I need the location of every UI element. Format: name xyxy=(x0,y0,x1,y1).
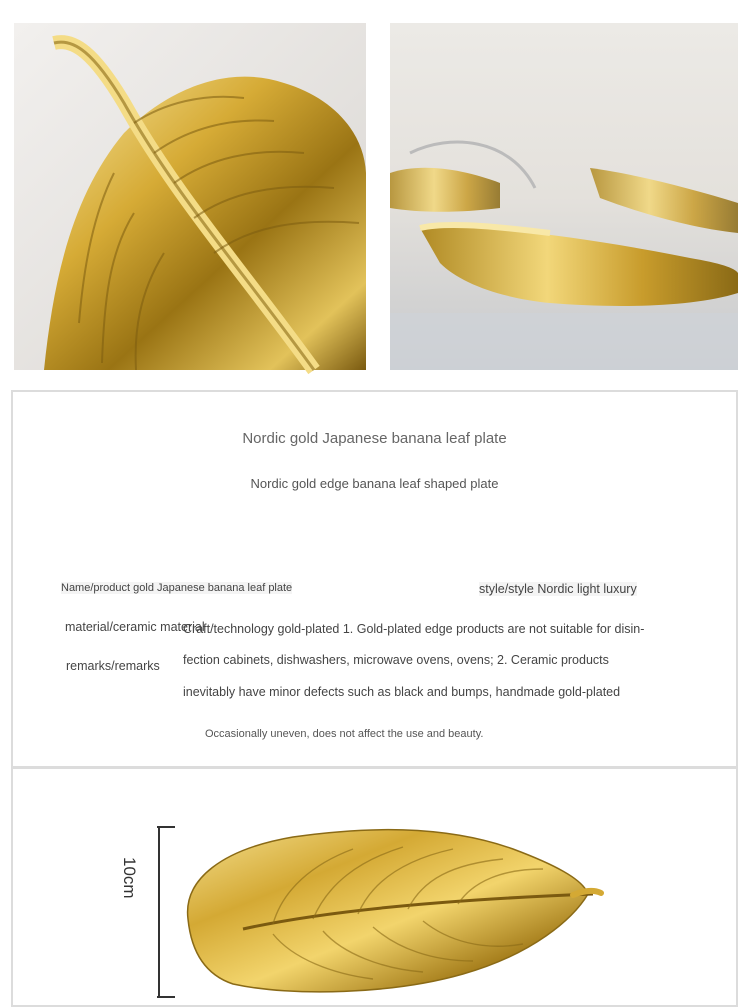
height-dimension-label: 10cm xyxy=(120,857,139,899)
product-subtitle: Nordic gold edge banana leaf shaped plate xyxy=(250,476,499,491)
dimension-bracket xyxy=(157,827,175,997)
spec-name: Name/product gold Japanese banana leaf plate xyxy=(61,582,293,594)
product-photo-side-view xyxy=(390,23,738,370)
spec-craft-line: inevitably have minor defects such as black and bumps, handmade gold-plated xyxy=(183,685,621,699)
size-panel xyxy=(11,767,738,1007)
spec-craft-line: fection cabinets, dishwashers, microwave ovens, ovens; 2. Ceramic products xyxy=(183,653,609,667)
spec-remarks: remarks/remarks xyxy=(66,659,160,673)
spec-craft-line: Craft/technology gold-plated 1. Gold-plated edge products are not suitable for disin- xyxy=(183,622,645,636)
leaf-plate-image xyxy=(188,830,601,992)
product-photo-closeup xyxy=(14,23,366,370)
product-title: Nordic gold Japanese banana leaf plate xyxy=(242,430,507,447)
spec-style: style/style Nordic light luxury xyxy=(479,582,637,596)
spec-panel xyxy=(11,390,738,768)
spec-material: material/ceramic material xyxy=(65,620,205,634)
spec-note: Occasionally uneven, does not affect the use and beauty. xyxy=(205,728,484,740)
